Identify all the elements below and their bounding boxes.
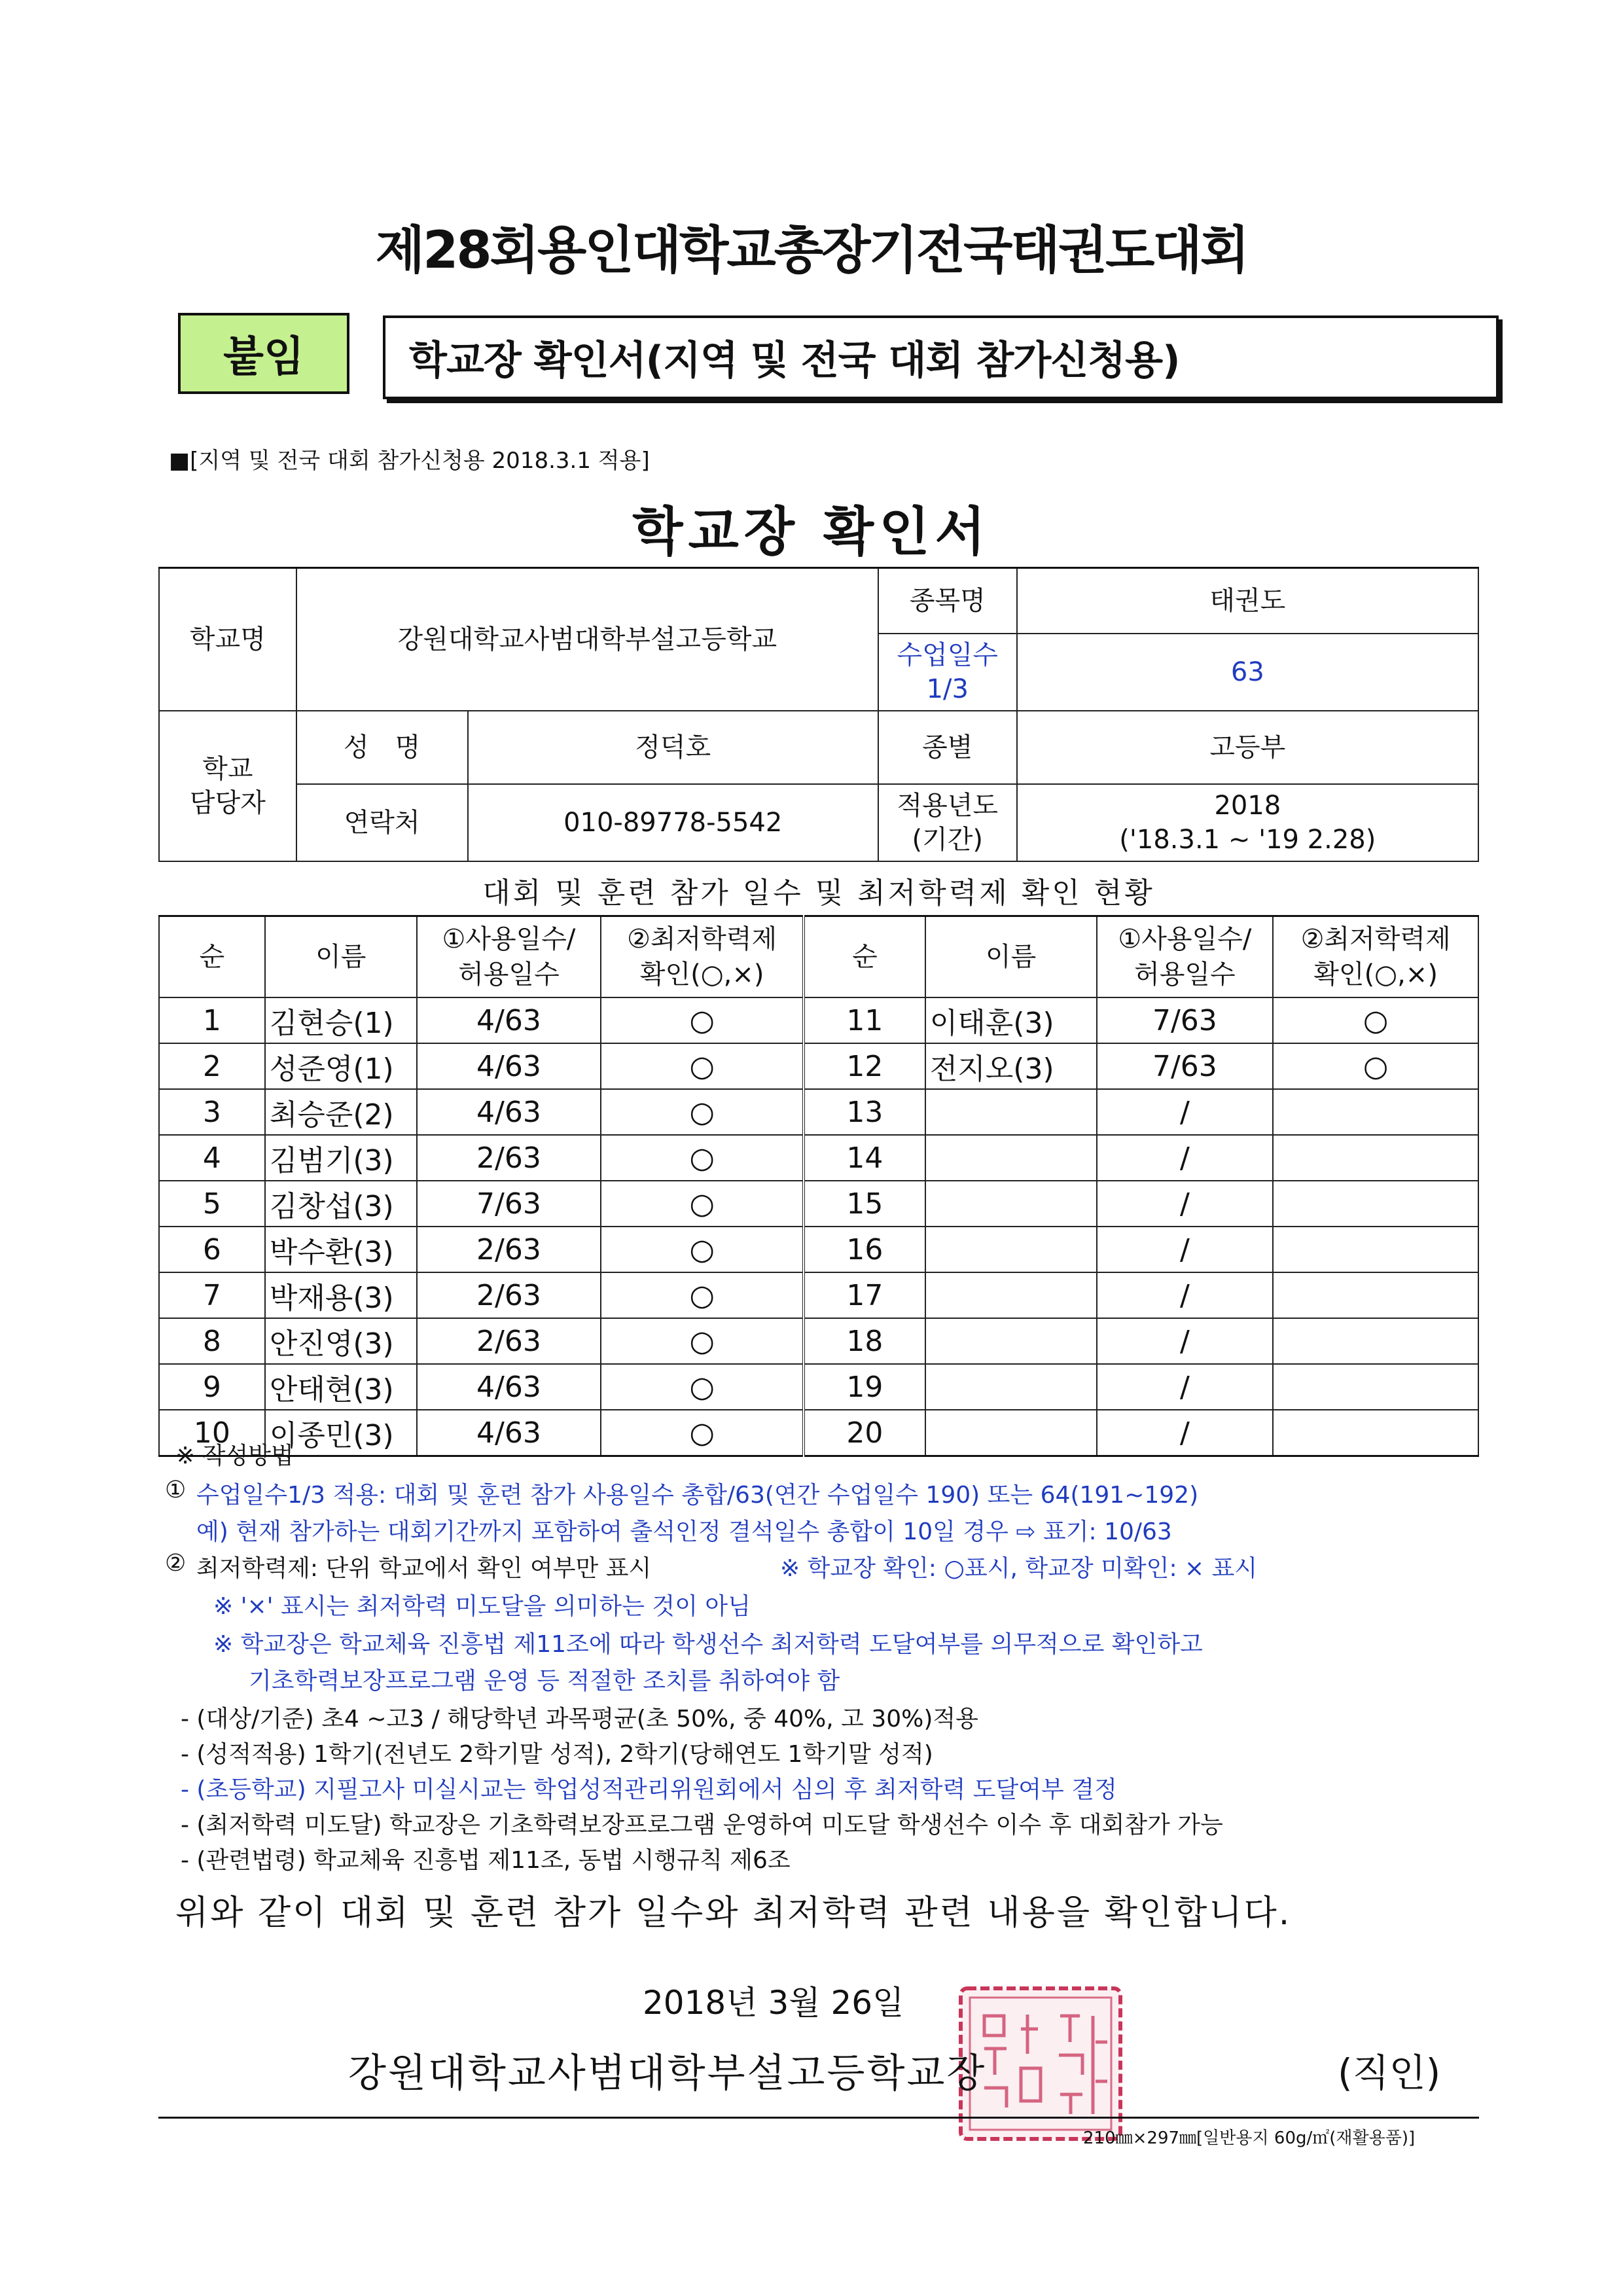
roster-days-right: / <box>1097 1227 1274 1272</box>
roster-days-left: 2/63 <box>417 1318 601 1364</box>
roster-row <box>159 1272 1478 1318</box>
header-check-line1: ②최저학력제 <box>1300 924 1451 954</box>
roster-no-left: 10 <box>159 1410 265 1456</box>
roster-no-right: 13 <box>804 1089 925 1135</box>
roster-days-right: 7/63 <box>1097 1043 1274 1089</box>
roster-days-right: / <box>1097 1318 1274 1364</box>
header-check-line1: ②최저학력제 <box>627 924 777 954</box>
contact-person-label-line1: 학교 <box>202 753 253 784</box>
bottom-divider <box>158 2117 1479 2119</box>
class-days-label <box>878 634 1017 711</box>
note-1-marker: ① <box>165 1477 187 1503</box>
roster-check-right: ○ <box>1273 997 1478 1043</box>
notes-heading: ※ 작성방법 <box>175 1443 294 1469</box>
subtitle-box: 학교장 확인서(지역 및 전국 대회 참가신청용) <box>383 315 1499 399</box>
note-detail-1: - (대상/기준) 초4 ~고3 / 해당학년 과목평균(초 50%, 중 40%, 고 30%)적용 <box>181 1706 978 1732</box>
note-detail-3: - (초등학교) 지필고사 미실시교는 학업성적관리위원회에서 심의 후 최저학력 도달여부 결정 <box>181 1776 1117 1803</box>
roster-name-right: 이태훈(3) <box>925 997 1097 1043</box>
header-days-line1: ①사용일수/ <box>1118 924 1252 954</box>
roster-days-left: 4/63 <box>417 1410 601 1456</box>
header-days-left <box>417 916 601 998</box>
event-label: 종목명 <box>878 568 1017 634</box>
roster-check-right <box>1273 1135 1478 1181</box>
signer-school-principal: 강원대학교사범대학부설고등학교장 <box>348 2051 987 2096</box>
roster-name-right: 전지오(3) <box>925 1043 1097 1089</box>
roster-days-left: 7/63 <box>417 1181 601 1227</box>
roster-days-right: / <box>1097 1089 1274 1135</box>
note-1-line1: 수업일수1/3 적용: 대회 및 훈련 참가 사용일수 총합/63(연간 수업일수 190) 또는 64(191~192) <box>196 1482 1199 1509</box>
note-detail-4: - (최저학력 미도달) 학교장은 기초학력보장프로그램 운영하여 미도달 학생선수 이수 후 대회참가 가능 <box>181 1812 1223 1839</box>
year-label-line2: (기간) <box>912 824 984 855</box>
roster-days-left: 4/63 <box>417 1364 601 1410</box>
roster-no-right: 19 <box>804 1364 925 1410</box>
roster-no-left: 8 <box>159 1318 265 1364</box>
roster-check-left: ○ <box>601 1410 804 1456</box>
roster-check-right <box>1273 1227 1478 1272</box>
roster-name-left: 성준영(1) <box>265 1043 417 1089</box>
roster-no-right: 18 <box>804 1318 925 1364</box>
note-2-blue: ※ 학교장 확인: ○표시, 학교장 미확인: × 표시 <box>780 1555 1258 1582</box>
school-info-table <box>158 567 1479 862</box>
roster-check-left: ○ <box>601 997 804 1043</box>
roster-row <box>159 1318 1478 1364</box>
header-name-left: 이름 <box>265 916 417 998</box>
roster-name-left: 박재용(3) <box>265 1272 417 1318</box>
roster-check-left: ○ <box>601 1089 804 1135</box>
person-name-label: 성 명 <box>296 711 468 784</box>
roster-table <box>158 915 1479 1457</box>
roster-row <box>159 1089 1478 1135</box>
document-title: 제28회용인대학교총장기전국태권도대회 <box>375 221 1248 280</box>
seal-label: (직인) <box>1338 2051 1441 2095</box>
roster-days-right: / <box>1097 1135 1274 1181</box>
roster-check-right <box>1273 1410 1478 1456</box>
roster-no-left: 9 <box>159 1364 265 1410</box>
roster-row <box>159 1227 1478 1272</box>
school-name-label: 학교명 <box>159 568 296 711</box>
header-no-right: 순 <box>804 916 925 998</box>
roster-check-left: ○ <box>601 1227 804 1272</box>
note-2-black: 최저학력제: 단위 학교에서 확인 여부만 표시 <box>196 1555 652 1582</box>
contact-person-label <box>159 711 296 861</box>
roster-check-left: ○ <box>601 1272 804 1318</box>
roster-name-left: 최승준(2) <box>265 1089 417 1135</box>
roster-check-right <box>1273 1089 1478 1135</box>
roster-name-right <box>925 1181 1097 1227</box>
form-note: ■[지역 및 전국 대회 참가신청용 2018.3.1 적용] <box>169 448 650 474</box>
status-title: 대회 및 훈련 참가 일수 및 최저학력제 확인 현황 <box>482 876 1155 910</box>
roster-days-right: / <box>1097 1181 1274 1227</box>
roster-row <box>159 997 1478 1043</box>
person-name-value: 정덕호 <box>468 711 878 784</box>
year-label-line1: 적용년도 <box>897 790 999 821</box>
roster-days-left: 2/63 <box>417 1272 601 1318</box>
phone-label: 연락처 <box>296 784 468 861</box>
roster-check-right <box>1273 1272 1478 1318</box>
roster-name-right <box>925 1135 1097 1181</box>
roster-check-right <box>1273 1364 1478 1410</box>
confirmation-text: 위와 같이 대회 및 훈련 참가 일수와 최저학력 관련 내용을 확인합니다. <box>175 1893 1292 1933</box>
roster-days-right: / <box>1097 1410 1274 1456</box>
phone-value: 010-89778-5542 <box>468 784 878 861</box>
note-detail-5: - (관련법령) 학교체육 진흥법 제11조, 동법 시행규칙 제6조 <box>181 1847 791 1874</box>
roster-days-right: / <box>1097 1272 1274 1318</box>
header-days-line2: 허용일수 <box>1134 960 1236 990</box>
roster-days-right: / <box>1097 1364 1274 1410</box>
form-title: 학교장 확인서 <box>632 501 991 562</box>
note-2-marker: ② <box>165 1550 187 1577</box>
roster-header-row <box>159 916 1478 998</box>
header-check-left <box>601 916 804 998</box>
header-check-line2: 확인(○,×) <box>639 960 764 990</box>
roster-no-left: 3 <box>159 1089 265 1135</box>
note-2-sub1: ※ '×' 표시는 최저학력 미도달을 의미하는 것이 아님 <box>213 1593 751 1620</box>
attachment-badge: 붙임 <box>178 313 349 394</box>
roster-body <box>159 916 1478 1456</box>
roster-check-left: ○ <box>601 1318 804 1364</box>
roster-name-left: 김범기(3) <box>265 1135 417 1181</box>
header-name-right: 이름 <box>925 916 1097 998</box>
header-days-line1: ①사용일수/ <box>442 924 576 954</box>
roster-no-left: 1 <box>159 997 265 1043</box>
roster-no-right: 17 <box>804 1272 925 1318</box>
roster-row <box>159 1410 1478 1456</box>
division-label: 종별 <box>878 711 1017 784</box>
roster-check-left: ○ <box>601 1181 804 1227</box>
note-1-line2: 예) 현재 참가하는 대회기간까지 포함하여 출석인정 결석일수 총합이 10일 경우 ⇨ 표기: 10/63 <box>196 1518 1172 1545</box>
roster-name-left: 김창섭(3) <box>265 1181 417 1227</box>
roster-days-left: 4/63 <box>417 1043 601 1089</box>
header-days-right <box>1097 916 1274 998</box>
roster-name-right <box>925 1272 1097 1318</box>
school-name-value: 강원대학교사범대학부설고등학교 <box>296 568 878 711</box>
roster-no-left: 2 <box>159 1043 265 1089</box>
class-days-label-line2: 1/3 <box>926 673 969 704</box>
roster-name-left: 안태현(3) <box>265 1364 417 1410</box>
roster-days-left: 2/63 <box>417 1227 601 1272</box>
class-days-value: 63 <box>1017 634 1478 711</box>
roster-no-left: 4 <box>159 1135 265 1181</box>
note-2-sub2-line2: 기초학력보장프로그램 운영 등 적절한 조치를 취하여야 함 <box>249 1668 840 1695</box>
header-check-line2: 확인(○,×) <box>1313 960 1438 990</box>
note-2-sub2-line1: ※ 학교장은 학교체육 진흥법 제11조에 따라 학생선수 최저학력 도달여부를 의무적으로 확인하고 <box>213 1631 1203 1658</box>
header-no-left: 순 <box>159 916 265 998</box>
roster-check-left: ○ <box>601 1364 804 1410</box>
roster-no-right: 12 <box>804 1043 925 1089</box>
roster-days-left: 4/63 <box>417 997 601 1043</box>
roster-days-right: 7/63 <box>1097 997 1274 1043</box>
roster-check-left: ○ <box>601 1135 804 1181</box>
roster-no-right: 14 <box>804 1135 925 1181</box>
roster-name-right <box>925 1410 1097 1456</box>
roster-days-left: 2/63 <box>417 1135 601 1181</box>
header-check-right <box>1273 916 1478 998</box>
roster-no-left: 7 <box>159 1272 265 1318</box>
year-value-line2: ('18.3.1 ~ '19 2.28) <box>1119 824 1376 855</box>
issue-date: 2018년 3월 26일 <box>643 1984 904 2022</box>
roster-check-right <box>1273 1181 1478 1227</box>
roster-name-right <box>925 1364 1097 1410</box>
contact-person-label-line2: 담당자 <box>189 787 266 818</box>
class-days-label-line1: 수업일수 <box>897 639 999 670</box>
roster-check-right <box>1273 1318 1478 1364</box>
year-label <box>878 784 1017 861</box>
roster-name-right <box>925 1227 1097 1272</box>
roster-days-left: 4/63 <box>417 1089 601 1135</box>
event-value: 태권도 <box>1017 568 1478 634</box>
roster-row <box>159 1135 1478 1181</box>
header-days-line2: 허용일수 <box>458 960 560 990</box>
roster-row <box>159 1364 1478 1410</box>
roster-name-left: 이종민(3) <box>265 1410 417 1456</box>
roster-name-left: 박수환(3) <box>265 1227 417 1272</box>
note-detail-2: - (성적적용) 1학기(전년도 2학기말 성적), 2학기(당해연도 1학기말 성적) <box>181 1741 933 1768</box>
roster-name-left: 안진영(3) <box>265 1318 417 1364</box>
roster-row <box>159 1181 1478 1227</box>
roster-no-right: 15 <box>804 1181 925 1227</box>
year-value-line1: 2018 <box>1214 790 1281 821</box>
roster-row <box>159 1043 1478 1089</box>
roster-no-left: 5 <box>159 1181 265 1227</box>
year-value <box>1017 784 1478 861</box>
roster-no-right: 16 <box>804 1227 925 1272</box>
roster-no-left: 6 <box>159 1227 265 1272</box>
roster-no-right: 20 <box>804 1410 925 1456</box>
roster-name-left: 김현승(1) <box>265 997 417 1043</box>
roster-name-right <box>925 1089 1097 1135</box>
paper-spec: 210㎜×297㎜[일반용지 60g/㎡(재활용품)] <box>1083 2128 1416 2148</box>
roster-name-right <box>925 1318 1097 1364</box>
roster-no-right: 11 <box>804 997 925 1043</box>
roster-check-right: ○ <box>1273 1043 1478 1089</box>
division-value: 고등부 <box>1017 711 1478 784</box>
roster-check-left: ○ <box>601 1043 804 1089</box>
